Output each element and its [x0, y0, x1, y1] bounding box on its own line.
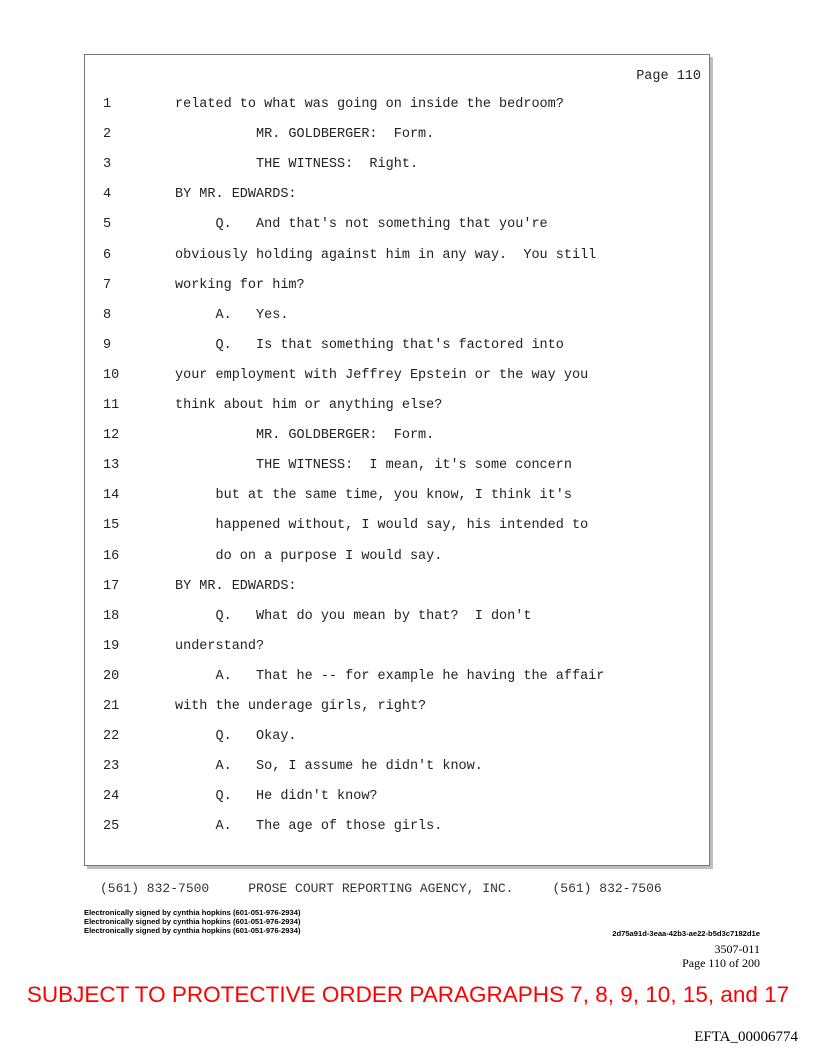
- page-label: Page 110: [636, 69, 701, 84]
- transcript-line: [85, 699, 709, 719]
- line-text: A. That he -- for example he having the affair: [175, 668, 605, 684]
- line-number: 10: [103, 367, 120, 383]
- line-text: working for him?: [175, 277, 305, 293]
- line-number: 3: [103, 157, 112, 173]
- line-number: 15: [103, 518, 120, 534]
- protective-order-notice: SUBJECT TO PROTECTIVE ORDER PARAGRAPHS 7, 8, 9, 10, 15, and 17: [26, 982, 790, 1007]
- esignature-line: Electronically signed by cynthia hopkins (601-051-976-2934): [84, 917, 301, 926]
- page-count: Page 110 of 200: [682, 956, 760, 970]
- efta-number: EFTA_00006774: [694, 1029, 798, 1045]
- line-text: obviously holding against him in any way. You still: [175, 247, 597, 263]
- line-text: understand?: [175, 638, 265, 654]
- document-hash: 2d75a91d-3eaa-42b3-ae22-b5d3c7182d1e: [612, 929, 760, 938]
- reporting-agency-footer: (561) 832-7500 PROSE COURT REPORTING AGENCY, INC. (561) 832-7506: [100, 881, 662, 896]
- line-text: BY MR. EDWARDS:: [175, 578, 297, 594]
- transcript-line: [85, 217, 709, 237]
- line-text: MR. GOLDBERGER: Form.: [175, 428, 435, 444]
- transcript-line: [85, 609, 709, 629]
- line-number: 11: [103, 398, 120, 413]
- line-number: 9: [103, 337, 112, 353]
- line-text: Q. And that's not something that you're: [175, 217, 548, 233]
- transcript-line: [85, 549, 709, 569]
- transcript-line: [85, 579, 709, 599]
- transcript-line: [85, 819, 709, 839]
- line-number: 14: [103, 488, 120, 504]
- transcript-line: [85, 518, 709, 538]
- transcript-line: [85, 97, 709, 117]
- transcript-line: [85, 248, 709, 268]
- line-number: 25: [103, 819, 120, 835]
- line-number: 5: [103, 217, 112, 233]
- line-text: happened without, I would say, his intended to: [175, 518, 589, 534]
- line-number: 20: [103, 668, 120, 684]
- transcript-line: [85, 729, 709, 749]
- line-text: MR. GOLDBERGER: Form.: [175, 127, 435, 143]
- line-number: 8: [103, 307, 112, 323]
- document-id: 3507-011: [714, 942, 760, 956]
- transcript-line: [85, 308, 709, 328]
- line-text: Q. Is that something that's factored into: [175, 337, 564, 353]
- transcript-line: [85, 428, 709, 448]
- line-number: 19: [103, 638, 120, 654]
- line-text: BY MR. EDWARDS:: [175, 187, 297, 203]
- transcript-line: [85, 278, 709, 298]
- line-text: related to what was going on inside the bedroom?: [175, 97, 564, 112]
- line-text: Q. What do you mean by that? I don't: [175, 608, 532, 624]
- line-number: 6: [103, 247, 112, 263]
- line-text: but at the same time, you know, I think it's: [175, 488, 572, 504]
- esignature-line: Electronically signed by cynthia hopkins (601-051-976-2934): [84, 908, 301, 917]
- transcript-line: [85, 338, 709, 358]
- line-text: do on a purpose I would say.: [175, 548, 443, 564]
- line-number: 12: [103, 428, 120, 444]
- line-number: 18: [103, 608, 120, 624]
- line-number: 2: [103, 127, 112, 143]
- line-number: 17: [103, 578, 120, 594]
- line-text: THE WITNESS: I mean, it's some concern: [175, 458, 572, 474]
- transcript-line: [85, 458, 709, 478]
- line-number: 4: [103, 187, 112, 203]
- line-number: 22: [103, 729, 120, 745]
- transcript-line: [85, 127, 709, 147]
- transcript-line: [85, 368, 709, 388]
- line-text: think about him or anything else?: [175, 398, 443, 413]
- line-text: A. The age of those girls.: [175, 819, 443, 835]
- transcript-line: [85, 669, 709, 689]
- transcript-line: [85, 639, 709, 659]
- line-text: your employment with Jeffrey Epstein or the way you: [175, 367, 589, 383]
- transcript-page: [84, 54, 710, 866]
- line-number: 1: [103, 97, 112, 112]
- transcript-line: [85, 398, 709, 418]
- line-text: Q. He didn't know?: [175, 789, 378, 805]
- line-number: 24: [103, 789, 120, 805]
- transcript-line: [85, 157, 709, 177]
- line-text: A. So, I assume he didn't know.: [175, 759, 483, 775]
- transcript-line: [85, 488, 709, 508]
- line-text: THE WITNESS: Right.: [175, 157, 419, 173]
- line-number: 13: [103, 458, 120, 474]
- esignature-line: Electronically signed by cynthia hopkins (601-051-976-2934): [84, 926, 301, 935]
- line-number: 7: [103, 277, 112, 293]
- line-text: A. Yes.: [175, 307, 289, 323]
- transcript-line: [85, 187, 709, 207]
- line-number: 23: [103, 759, 120, 775]
- line-text: with the underage girls, right?: [175, 699, 427, 714]
- line-number: 16: [103, 548, 120, 564]
- transcript-line: [85, 759, 709, 779]
- line-text: Q. Okay.: [175, 729, 297, 745]
- line-number: 21: [103, 699, 120, 714]
- transcript-line: [85, 789, 709, 809]
